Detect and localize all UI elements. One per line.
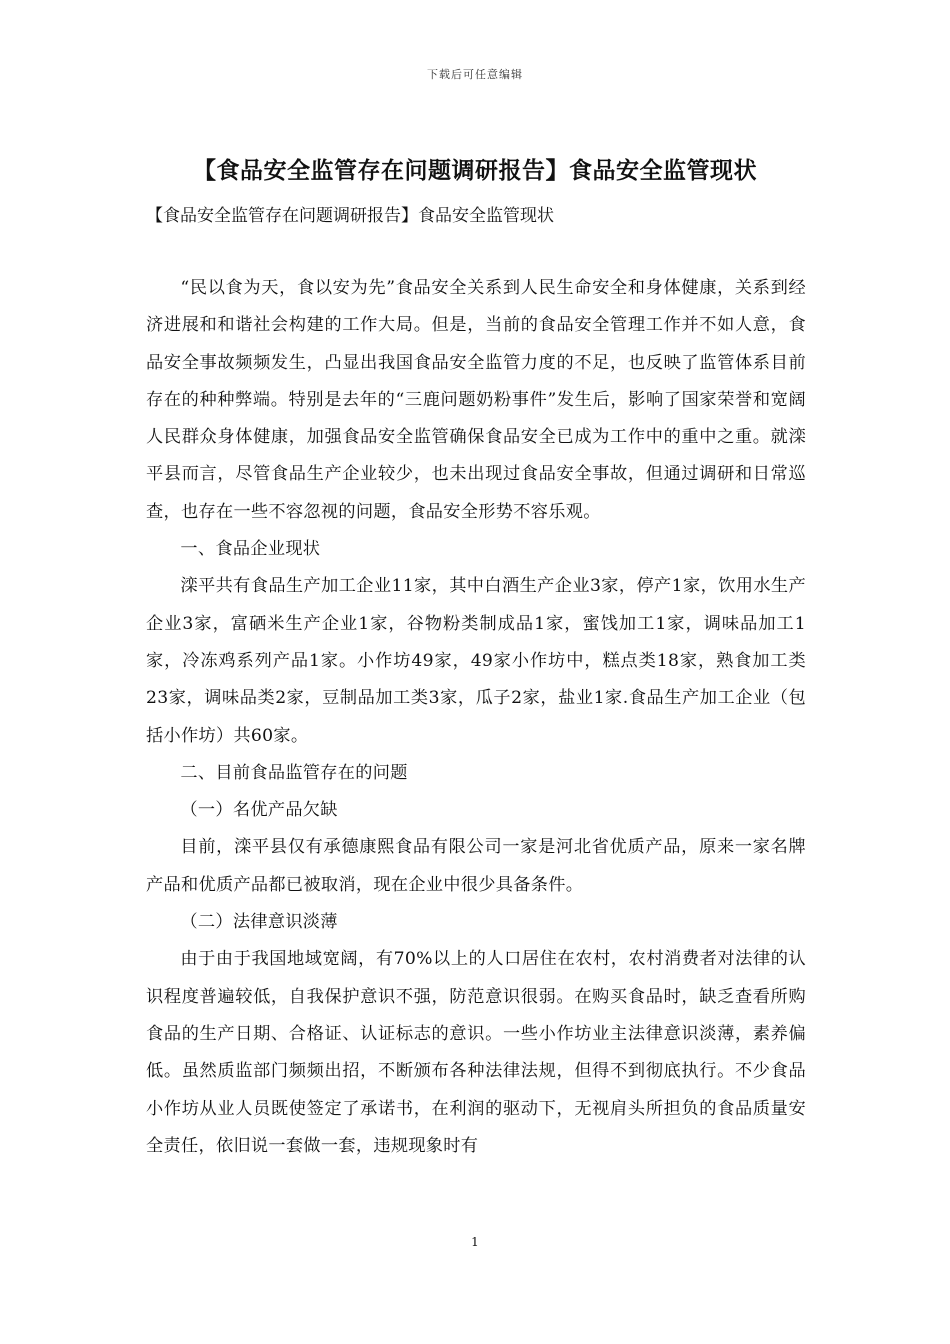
document-title: 【食品安全监管存在问题调研报告】食品安全监管现状: [193, 157, 757, 184]
subsection-heading-2: （二）法律意识淡薄: [180, 912, 338, 933]
subsection-heading-1: （一）名优产品欠缺: [180, 800, 338, 821]
intro-paragraph: “民以食为天，食以安为先”食品安全关系到人民生命安全和身体健康，关系到经济进展和和谐社会构建的工作大局。但是，当前的食品安全管理工作并不如人意，食品安全事故频频发生，凸显出我国食品安全监管力度的不足，也反映了监管体系目前存在的种种弊端。特别是去年的“三鹿问题奶粉事件”发生后，影响了国家荣誉和宽阔人民群众身体健康，加强食品安全监管确保食品安全已成为工作中的重中之重。就滦平县而言，尽管食品生产企业较少，也未出现过食品安全事故，但通过调研和日常巡查，也存在一些不容忽视的问题，食品安全形势不容乐观。: [146, 278, 806, 522]
header-note: 下载后可任意编辑: [427, 68, 523, 81]
body-paragraph: 滦平共有食品生产加工企业11家，其中白酒生产企业3家，停产1家，饮用水生产企业3家，富硒米生产企业1家，谷物粉类制成品1家，蜜饯加工1家，调味品加工1家，冷冻鸡系列产品1家。小作坊49家，49家小作坊中，糕点类18家，熟食加工类23家，调味品类2家，豆制品加工类3家，瓜子2家，盐业1家.食品生产加工企业（包括小作坊）共60家。: [146, 576, 806, 746]
body-paragraph: 由于由于我国地域宽阔，有70%以上的人口居住在农村，农村消费者对法律的认识程度普遍较低，自我保护意识不强，防范意识很弱。在购买食品时，缺乏查看所购食品的生产日期、合格证、认证标志的意识。一些小作坊业主法律意识淡薄，素养偏低。虽然质监部门频频出招，不断颁布各种法律法规，但得不到彻底执行。不少食品小作坊从业人员既使签定了承诺书，在利润的驱动下，无视肩头所担负的食品质量安全责任，依旧说一套做一套，违规现象时有: [146, 949, 806, 1156]
body-paragraph: 目前，滦平县仅有承德康熙食品有限公司一家是河北省优质产品，原来一家名牌产品和优质产品都已被取消，现在企业中很少具备条件。: [146, 837, 806, 895]
page-number: 1: [471, 1235, 479, 1249]
section-heading-1: 一、食品企业现状: [180, 539, 321, 560]
section-heading-2: 二、目前食品监管存在的问题: [180, 762, 408, 783]
document-subtitle: 【食品安全监管存在问题调研报告】食品安全监管现状: [146, 206, 554, 226]
document-body: [146, 270, 806, 1165]
